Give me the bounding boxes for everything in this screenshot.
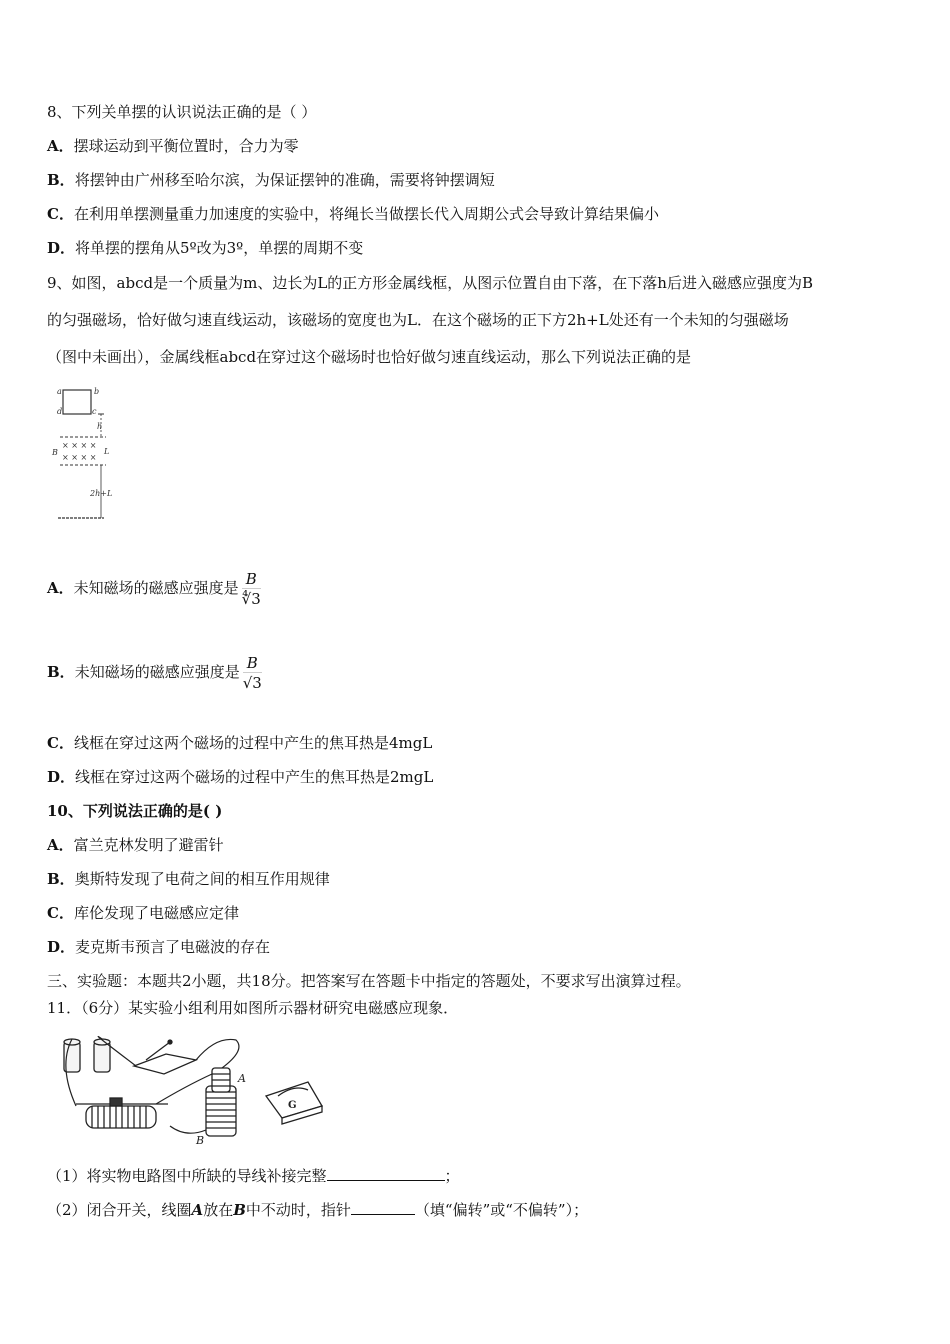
q11-sub1-blank[interactable] (327, 1180, 445, 1181)
label-a: a (57, 387, 62, 396)
label-c: c (92, 407, 97, 416)
q9-stem-line1: 9、如图，abcd是一个质量为m、边长为L的正方形金属线框，从图示位置自由下落，在下落h后进入磁感应强度为B (47, 274, 813, 292)
fraction-b: $\frac{B}{√3}$ (242, 653, 262, 692)
label-coil-B: B (196, 1134, 205, 1147)
q8-option-a: A．摆球运动到平衡位置时，合力为零 (47, 137, 299, 155)
q9-stem-line2: 的匀强磁场，恰好做匀速直线运动，该磁场的宽度也为L．在这个磁场的正下方2h+L处还有一个未知的匀强磁场 (47, 311, 789, 329)
label-b: b (94, 387, 100, 396)
label-B: B (52, 448, 58, 457)
q8-option-c: C．在利用单摆测量重力加速度的实验中，将绳长当做摆长代入周期公式会导致计算结果偏小 (47, 205, 659, 223)
label-h: h (97, 422, 103, 431)
label-2h-L: 2h+L (90, 489, 113, 498)
q9-option-d: D．线框在穿过这两个磁场的过程中产生的焦耳热是2mgL (47, 768, 434, 786)
q10-option-a: A．富兰克林发明了避雷针 (47, 836, 224, 854)
label-d: d (57, 407, 63, 416)
fraction-a: $\frac{B}{∜3}$ (241, 569, 261, 608)
rheostat (76, 1098, 168, 1128)
q8-option-d: D．将单摆的摆角从5º改为3º，单摆的周期不变 (47, 239, 364, 257)
cross-row-2: × × × × (62, 453, 97, 462)
label-coil-A: A (238, 1072, 246, 1085)
q10-option-d: D．麦克斯韦预言了电磁波的存在 (47, 938, 271, 956)
q11-sub1: （1）将实物电路图中所缺的导线补接完整 ； (47, 1167, 460, 1185)
q11-apparatus-figure (46, 1026, 326, 1151)
q9-option-c: C．线框在穿过这两个磁场的过程中产生的焦耳热是4mgL (47, 734, 433, 752)
q10-option-c: C．库伦发现了电磁感应定律 (47, 904, 239, 922)
square-frame (63, 390, 91, 414)
q10-option-b: B．奥斯特发现了电荷之间的相互作用规律 (47, 870, 330, 888)
switch (134, 1040, 196, 1074)
section-3-heading: 三、实验题：本题共2小题，共18分。把答案写在答题卡中指定的答题处，不要求写出演算过程。 (47, 972, 691, 990)
coil-b (206, 1086, 236, 1136)
q9-option-b: B．未知磁场的磁感应强度是 $\frac{B}{√3}$ (47, 653, 262, 692)
label-galvanometer-G: G (288, 1100, 297, 1111)
cross-row-1: × × × × (62, 441, 97, 450)
q11-sub2: （2）闭合开关，线圈A放在B中不动时，指针 （填“偏转”或“不偏转”）； (47, 1201, 589, 1219)
q8-stem: 8、下列关单摆的认识说法正确的是（ ） (47, 103, 317, 121)
q9-magnetic-field-figure (48, 382, 138, 527)
label-L: L (104, 447, 110, 456)
q11-stem: 11．（6分）某实验小组利用如图所示器材研究电磁感应现象． (47, 999, 459, 1017)
q10-stem: 10、下列说法正确的是( ) (47, 802, 223, 820)
coil-a (212, 1068, 230, 1092)
q8-option-b: B．将摆钟由广州移至哈尔滨，为保证摆钟的准确，需要将钟摆调短 (47, 171, 495, 189)
q9-stem-line3: （图中未画出），金属线框abcd在穿过这个磁场时也恰好做匀速直线运动，那么下列说法正确的是 (47, 348, 692, 366)
q11-sub2-blank[interactable] (351, 1214, 415, 1215)
q9-option-a: A．未知磁场的磁感应强度是 $\frac{B}{∜3}$ (47, 569, 261, 608)
